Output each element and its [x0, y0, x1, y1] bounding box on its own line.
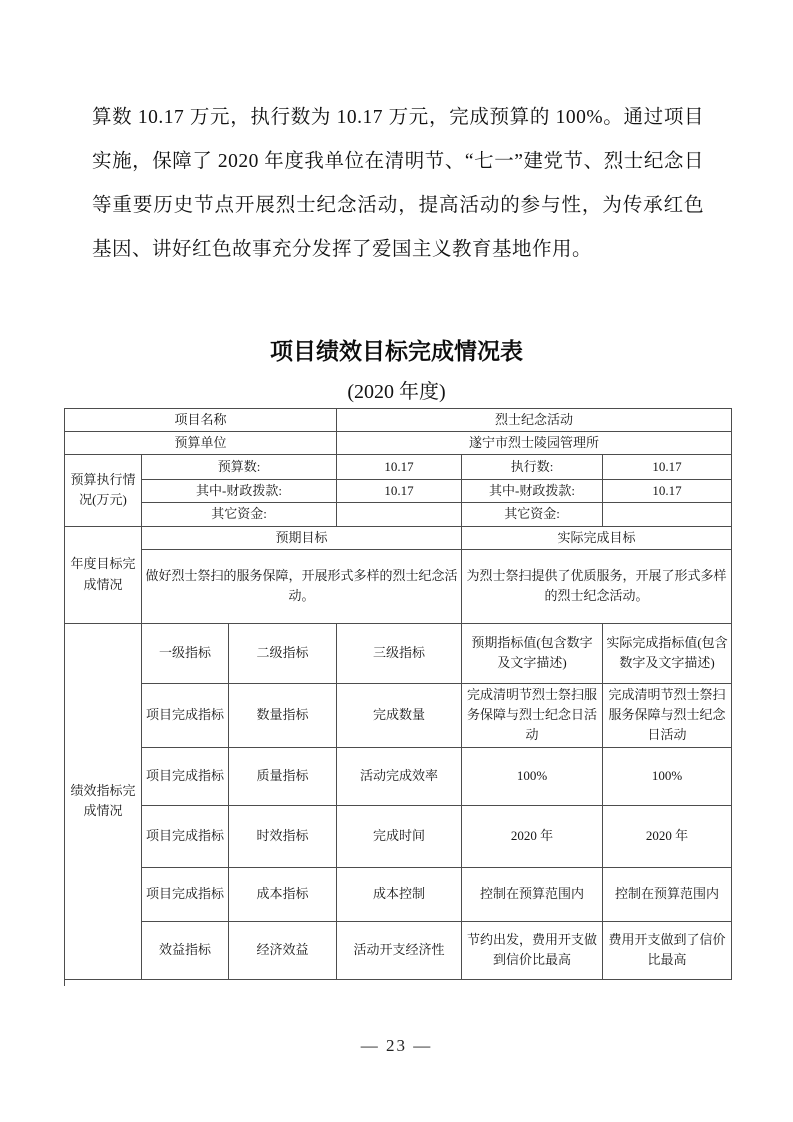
performance-goal-table — [64, 408, 732, 980]
indicator-cell: 100% — [603, 747, 732, 805]
page-title: 项目绩效目标完成情况表 — [270, 338, 523, 364]
body-paragraph: 算数 10.17 万元，执行数为 10.17 万元，完成预算的 100%。通过项目实施，保障了 2020 年度我单位在清明节、“七一”建党节、烈士纪念日等重要历史节点开展烈士纪念活动，提高活动的参与性，为传承红色基因、讲好红色故事充分发挥了爱国主义教育基地作用。 — [92, 107, 704, 260]
other-funds-value-2 — [603, 503, 732, 526]
other-funds-label: 其它资金: — [142, 503, 337, 526]
execution-number-label: 执行数: — [462, 455, 603, 480]
indicator-cell: 费用开支做到了信价比最高 — [603, 921, 732, 979]
indicator-cell: 2020 年 — [603, 805, 732, 867]
execution-number-value: 10.17 — [603, 455, 732, 480]
indicator-cell: 完成时间 — [337, 805, 462, 867]
actual-goal-header: 实际完成目标 — [462, 526, 732, 549]
budget-section-label: 预算执行情况(万元) — [65, 455, 142, 526]
actual-goal-text: 为烈士祭扫提供了优质服务，开展了形式多样的烈士纪念活动。 — [462, 549, 732, 623]
indicator-cell: 完成数量 — [337, 683, 462, 747]
indicator-cell: 项目完成指标 — [142, 683, 229, 747]
indicator-cell: 项目完成指标 — [142, 867, 229, 921]
fiscal-grant-label-2: 其中-财政拨款: — [462, 480, 603, 503]
indicator-cell: 经济效益 — [229, 921, 337, 979]
indicator-cell: 完成清明节烈士祭扫服务保障与烈士纪念日活动 — [603, 683, 732, 747]
annual-goal-section-label: 年度目标完成情况 — [65, 526, 142, 623]
level1-indicator-header: 一级指标 — [142, 623, 229, 683]
expected-indicator-header: 预期指标值(包含数字及文字描述) — [462, 623, 603, 683]
indicator-cell: 2020 年 — [462, 805, 603, 867]
table-row — [65, 867, 732, 921]
level3-indicator-header: 三级指标 — [337, 623, 462, 683]
table-row — [65, 921, 732, 979]
indicator-cell: 成本控制 — [337, 867, 462, 921]
page-number: — 23 — — [360, 1036, 433, 1055]
budget-unit-value: 遂宁市烈士陵园管理所 — [337, 432, 732, 455]
table-row — [65, 805, 732, 867]
table-row — [65, 480, 732, 503]
table-row — [65, 747, 732, 805]
fiscal-grant-label: 其中-财政拨款: — [142, 480, 337, 503]
indicator-cell: 100% — [462, 747, 603, 805]
level2-indicator-header: 二级指标 — [229, 623, 337, 683]
table-row — [65, 683, 732, 747]
table-row — [65, 623, 732, 683]
expected-goal-header: 预期目标 — [142, 526, 462, 549]
indicator-section-label: 绩效指标完成情况 — [65, 623, 142, 979]
indicator-cell: 项目完成指标 — [142, 747, 229, 805]
page-subtitle: (2020 年度) — [347, 381, 446, 403]
fiscal-grant-value: 10.17 — [337, 480, 462, 503]
table-row — [65, 409, 732, 432]
indicator-cell: 完成清明节烈士祭扫服务保障与烈士纪念日活动 — [462, 683, 603, 747]
table-row — [65, 503, 732, 526]
other-funds-value — [337, 503, 462, 526]
indicator-cell: 质量指标 — [229, 747, 337, 805]
indicator-cell: 效益指标 — [142, 921, 229, 979]
indicator-cell: 节约出发，费用开支做到信价比最高 — [462, 921, 603, 979]
indicator-cell: 时效指标 — [229, 805, 337, 867]
budget-number-label: 预算数: — [142, 455, 337, 480]
indicator-cell: 控制在预算范围内 — [462, 867, 603, 921]
indicator-cell: 数量指标 — [229, 683, 337, 747]
other-funds-label-2: 其它资金: — [462, 503, 603, 526]
project-name-label: 项目名称 — [65, 409, 337, 432]
indicator-cell: 控制在预算范围内 — [603, 867, 732, 921]
project-name-value: 烈士纪念活动 — [337, 409, 732, 432]
table-row — [65, 549, 732, 623]
budget-unit-label: 预算单位 — [65, 432, 337, 455]
expected-goal-text: 做好烈士祭扫的服务保障，开展形式多样的烈士纪念活动。 — [142, 549, 462, 623]
table-row — [65, 526, 732, 549]
indicator-cell: 成本指标 — [229, 867, 337, 921]
actual-indicator-header: 实际完成指标值(包含数字及文字描述) — [603, 623, 732, 683]
indicator-cell: 活动开支经济性 — [337, 921, 462, 979]
indicator-cell: 项目完成指标 — [142, 805, 229, 867]
indicator-cell: 活动完成效率 — [337, 747, 462, 805]
table-row — [65, 432, 732, 455]
table-continuation-line — [64, 976, 65, 986]
budget-number-value: 10.17 — [337, 455, 462, 480]
fiscal-grant-value-2: 10.17 — [603, 480, 732, 503]
table-row — [65, 455, 732, 480]
